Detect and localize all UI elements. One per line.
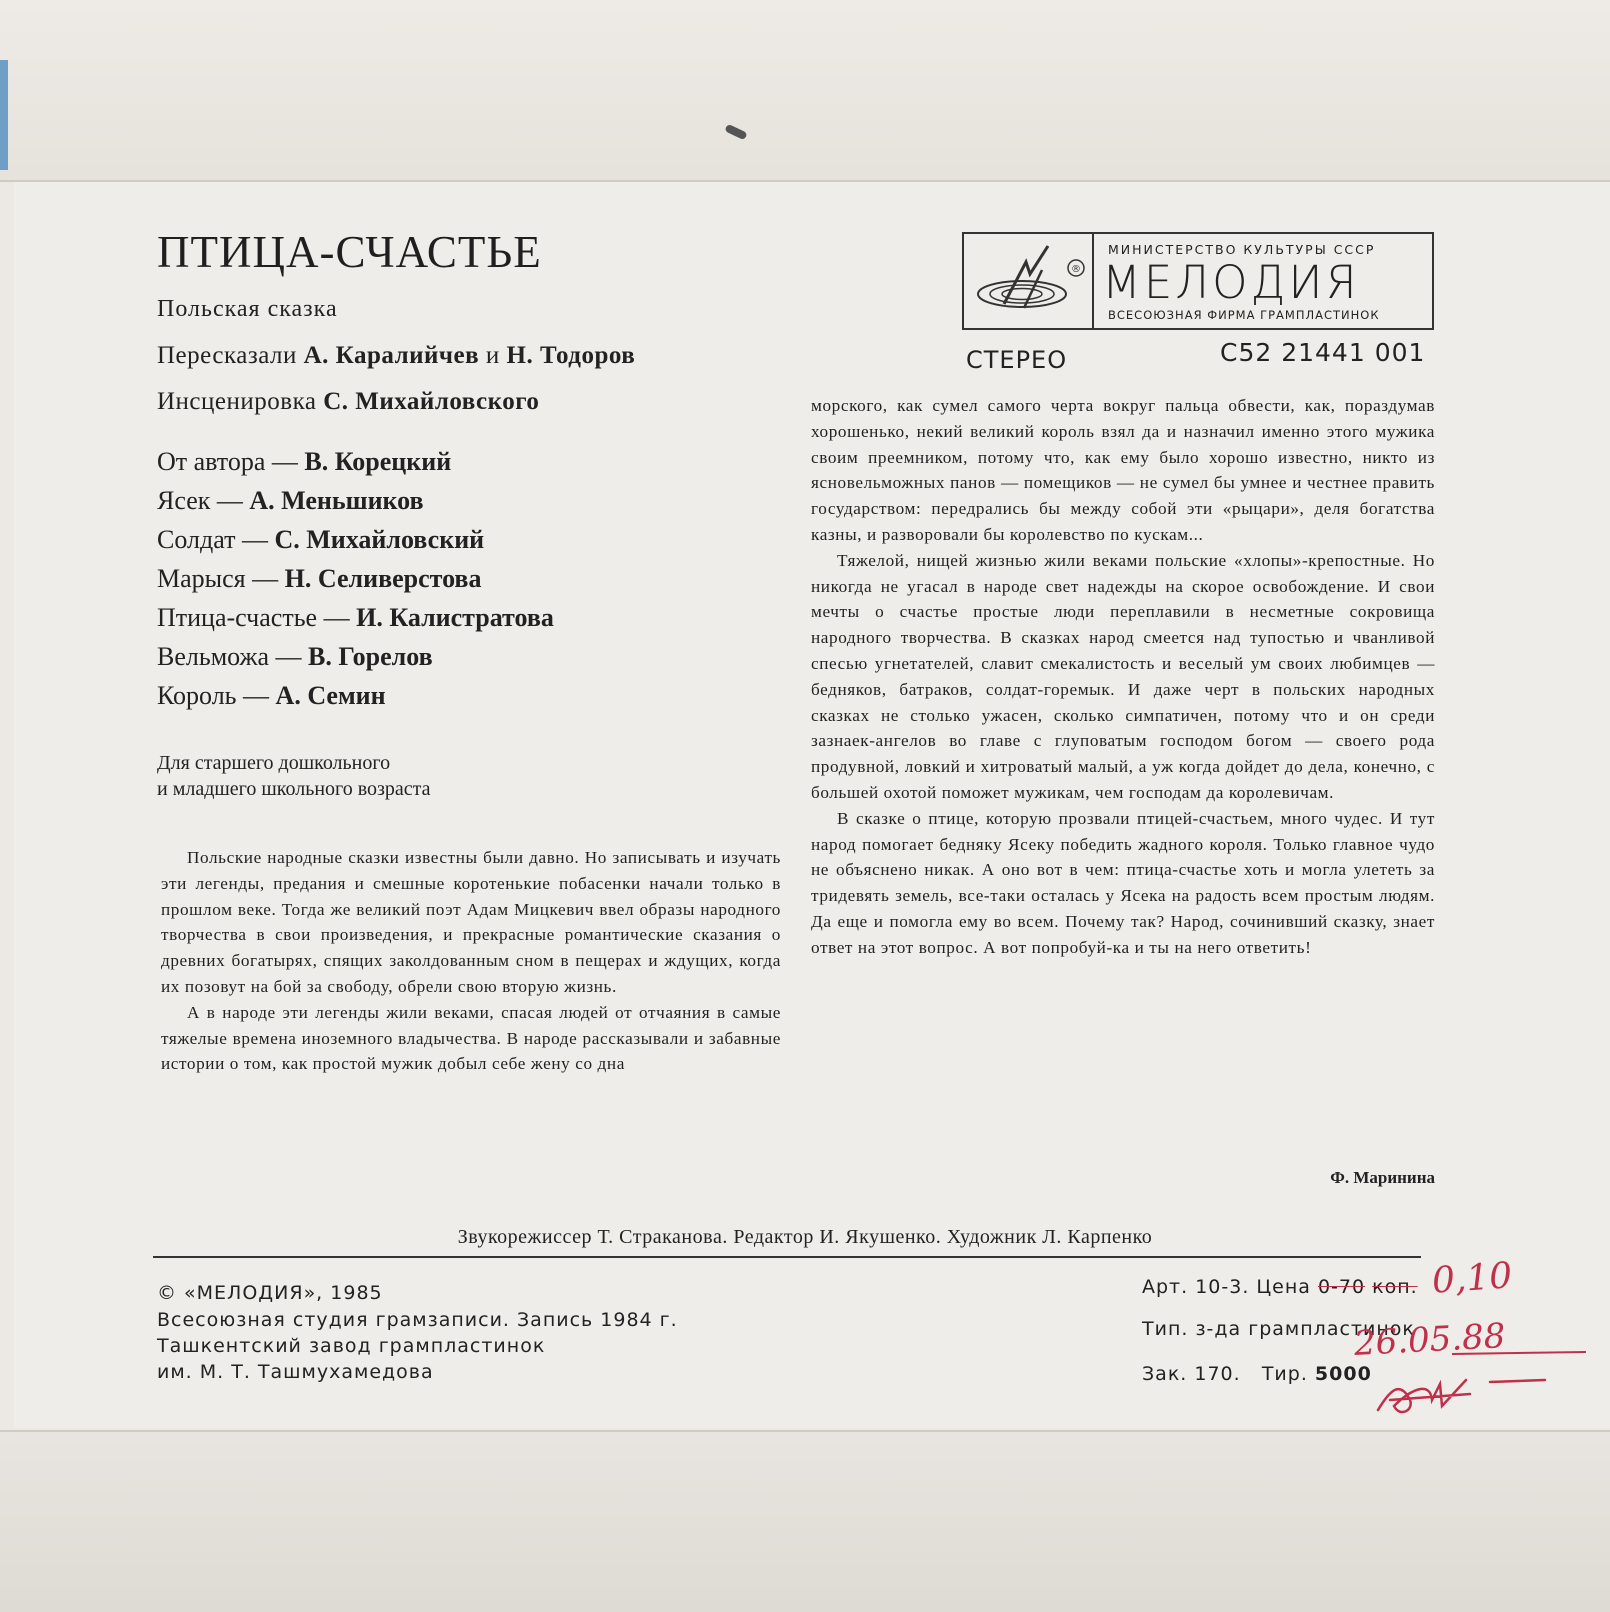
factory-name-line: им. М. Т. Ташмухамедова bbox=[157, 1361, 434, 1383]
cast-actor: И. Калистратова bbox=[356, 603, 554, 632]
print-run-label: Тир. bbox=[1261, 1363, 1308, 1385]
cast-actor: А. Меньшиков bbox=[249, 486, 424, 515]
bottom-flap bbox=[0, 1430, 1610, 1612]
annotation-paragraph: Польские народные сказки известны были давно. Но записывать и изучать эти легенды, предания и смешные коротенькие побасенки начали только в прошлом веке. Тогда же великий поэт Адам Мицкевич ввел образы народного творчества в свои произведения, и прекрасные романтические сказания о древних богатырях, спящих заколдованным сном в пещерах и ждущих, когда их позовут на бой за свободу, обрели свою вторую жизнь. bbox=[161, 848, 781, 996]
annotation-author: Ф. Маринина bbox=[1330, 1168, 1435, 1187]
stereo-label: СТЕРЕО bbox=[966, 346, 1068, 374]
cast-row bbox=[157, 564, 481, 594]
old-price: 0-70 bbox=[1317, 1276, 1366, 1298]
cast-dash: — bbox=[241, 525, 268, 554]
cast-actor: В. Корецкий bbox=[304, 447, 452, 476]
cast-row bbox=[157, 525, 484, 555]
cast-dash: — bbox=[275, 642, 302, 671]
print-run-value: 5000 bbox=[1314, 1363, 1372, 1385]
cast-row bbox=[157, 603, 554, 633]
cast-actor: Н. Селиверстова bbox=[284, 564, 482, 593]
cast-dash: — bbox=[271, 447, 298, 476]
cast-row bbox=[157, 486, 424, 516]
cast-role: Вельможа bbox=[157, 642, 270, 671]
annotation-paragraph: А в народе эти легенды жили веками, спасая людей от отчаяния в самые тяжелые времена иноземного владычества. В народе рассказывали и забавные истории о том, как простой мужик добыл себе жену со дна bbox=[161, 1002, 781, 1074]
cast-dash: — bbox=[216, 486, 243, 515]
cast-row bbox=[157, 681, 386, 711]
age-line: и младшего школьного возраста bbox=[157, 778, 431, 800]
factory-line: Ташкентский завод грампластинок bbox=[157, 1335, 546, 1357]
annotation-paragraph: морского, как сумел самого черта вокруг пальца обвести, как, пораздумав хорошенько, некий великий король взял да и назначил именно этого мужика своим преемником, потому что, как ему было хорошо известно, никто из ясновельможных панов — помещиков — не сумел бы умнее и честнее править государством: передрались бы между собой эти «рыцари», деля богатства казны, и разворовали бы королевство по кускам... bbox=[811, 396, 1435, 544]
copyright-line: © «МЕЛОДИЯ», 1985 bbox=[157, 1282, 383, 1304]
annotation-paragraph: Тяжелой, нищей жизнью жили веками польские «хлопы»-крепостные. Но никогда не угасал в народе свет надежды на скорое освобождение. И свои мечты о счастье простые люди переплавили в несметные сокровища народного творчества. В сказках народ смеется над тупостью и чванливой спесью угнетателей, славит смекалистость и веселый ум своих любимцев — бедняков, батраков, солдат-горемык. И даже черт в польских народных сказках не столько ужасен, сколько симпатичен, потому что и он среди зазнаек-ангелов во главе с глуповатым господом богом — своего рода продувной, ловкий и хитроватый малый, а уж когда дойдет до дела, конечно, с большей охотой поможет мужикам, чем господам да королевичам. bbox=[811, 550, 1435, 802]
age-line: Для старшего дошкольного bbox=[157, 752, 391, 774]
melodiya-logo bbox=[962, 232, 1434, 330]
cast-role: Солдат bbox=[157, 525, 236, 554]
inner-sleeve-edge bbox=[0, 60, 8, 170]
cast-row bbox=[157, 447, 451, 477]
brand-name: МЕЛОДИЯ bbox=[1102, 256, 1360, 309]
cast-dash: — bbox=[243, 681, 270, 710]
cast-actor: В. Горелов bbox=[308, 642, 433, 671]
cast-actor: А. Семин bbox=[275, 681, 386, 710]
retold-author-2: Н. Тодоров bbox=[506, 342, 636, 369]
retold-author-1: А. Каралийчев bbox=[303, 342, 480, 369]
ministry-label: МИНИСТЕРСТВО КУЛЬТУРЫ СССР bbox=[1108, 242, 1376, 257]
cast-row bbox=[157, 642, 433, 672]
article-price-label: Арт. 10-3. Цена bbox=[1142, 1276, 1311, 1298]
cast-role: Король bbox=[157, 681, 237, 710]
production-credits: Звукорежиссер Т. Стракановa. Редактор И. Якушенко. Художник Л. Карпенко bbox=[457, 1226, 1153, 1248]
printing-line: Тип. з-да грампластинок bbox=[1142, 1318, 1415, 1340]
handwritten-underline bbox=[1450, 1344, 1590, 1364]
handwritten-date: 26.05.88 bbox=[1353, 1316, 1507, 1364]
cast-actor: С. Михайловский bbox=[274, 525, 485, 554]
studio-line: Всесоюзная студия грамзаписи. Запись 1984 г. bbox=[157, 1309, 678, 1331]
melodiya-emblem-icon bbox=[964, 234, 1094, 328]
retold-line bbox=[157, 342, 635, 370]
handwritten-price: 0,10 bbox=[1430, 1255, 1514, 1302]
divider bbox=[153, 1256, 1421, 1258]
staging-prefix: Инсценировка bbox=[157, 388, 317, 415]
cast-role: Марыся bbox=[157, 564, 246, 593]
cast-dash: — bbox=[323, 603, 350, 632]
top-flap bbox=[0, 0, 1610, 182]
retold-and: и bbox=[485, 342, 500, 369]
annotation-right-column bbox=[811, 393, 1435, 961]
price-unit: коп. bbox=[1372, 1276, 1418, 1298]
handwritten-signature bbox=[1370, 1360, 1550, 1430]
album-title: ПТИЦА-СЧАСТЬЕ bbox=[157, 227, 542, 277]
cast-role: Ясек bbox=[157, 486, 211, 515]
annotation-paragraph: В сказке о птице, которую прозвали птицей-счастьем, много чудес. И тут народ помогает бедняку Ясеку победить жадного короля. Только главное чудо не объяснено никак. А оно вот в чем: птица-счастье хоть и могла улететь за тридевять земель, все-таки осталась у Ясека на радость всем простым людям. Да еще и помогла ему во всем. Почему так? Народ, сочинивший сказку, знает ответ на этот вопрос. А вот попробуй-ка и ты на него ответить! bbox=[811, 808, 1435, 957]
cast-role: От автора bbox=[157, 447, 266, 476]
firm-label: ВСЕСОЮЗНАЯ ФИРМА ГРАМПЛАСТИНОК bbox=[1108, 308, 1380, 322]
annotation-left-column bbox=[161, 845, 781, 1077]
catalog-number: С52 21441 001 bbox=[1220, 338, 1426, 367]
order-line bbox=[1142, 1363, 1372, 1385]
staging-line bbox=[157, 388, 539, 416]
cast-role: Птица-счастье bbox=[157, 603, 318, 632]
age-recommendation bbox=[157, 750, 431, 802]
registered-mark: ® bbox=[1071, 264, 1081, 275]
retold-prefix: Пересказали bbox=[157, 342, 297, 369]
staging-author: С. Михайловского bbox=[323, 388, 540, 415]
album-subtitle: Польская сказка bbox=[157, 296, 338, 322]
cast-dash: — bbox=[252, 564, 279, 593]
order-number: Зак. 170. bbox=[1142, 1363, 1241, 1385]
price-line bbox=[1142, 1276, 1418, 1298]
